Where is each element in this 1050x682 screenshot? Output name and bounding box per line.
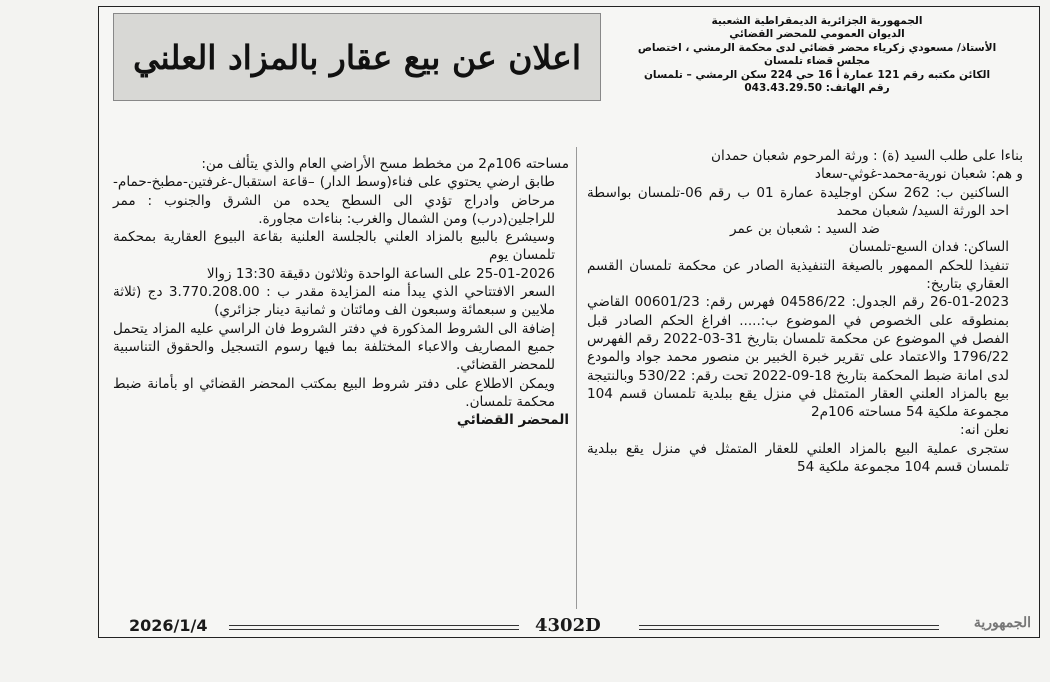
paragraph: و هم: شعبان نورية-محمد-غوثي-سعاد [814, 166, 1023, 183]
issue-date: 2026/1/4 [129, 616, 208, 635]
paragraph: 25-01-2026 على الساعة الواحدة وثلاثون دقيقة 13:30 زوالا [206, 265, 555, 282]
newspaper-brand: الجمهورية [973, 615, 1031, 631]
header-line: الأستاذ/ مسعودي زكرياء محضر قضائي لدى محكمة الرمشي ، اختصاص [637, 41, 997, 54]
paragraph: طابق ارضي يحتوي على فناء(وسط الدار) –قاعة استقبال-غرفتين-مطبخ-حمام-مرحاض وادراج تؤدي الى السطح يحده من الشرق والجنوب : ممر للراجلين(درب) ومن الشمال والغرب: بناءات مجاورة. [113, 174, 555, 227]
paragraph: الساكنين ب: 262 سكن اوجليدة عمارة 01 ب رقم 06-تلمسان بواسطة احد الورثة السيد/ شعبان محمد [587, 184, 1009, 219]
header-line: الجمهورية الجزائرية الديمقراطية الشعبية [711, 15, 923, 27]
right-column [587, 147, 1023, 476]
headline-box [113, 13, 601, 101]
header-line: رقم الهاتف: 043.43.29.50 [744, 82, 890, 95]
paragraph: السعر الافتتاحي الذي يبدأ منه المزايدة مقدر ب : 3.770.208.00 دج (ثلاثة ملايين و سبعمائة وسبعون الف ومائتان و ثمانية دينار جزائري) [113, 284, 555, 319]
paragraph: وسيشرع بالبيع بالمزاد العلني بالجلسة العلنية بقاعة البيوع العقارية بمحكمة تلمسان يوم [113, 229, 555, 264]
column-divider [576, 147, 577, 609]
footer-rule-left [229, 625, 519, 630]
paragraph: ضد السيد : شعبان بن عمر [730, 221, 880, 238]
paragraph: تنفيذا للحكم الممهور بالصيغة التنفيذية الصادر عن محكمة تلمسان القسم العقاري بتاريخ: [587, 257, 1009, 293]
paragraph: بناءا على طلب السيد (ة) : ورثة المرحوم شعبان حمدان [711, 148, 1023, 164]
paragraph: ستجرى عملية البيع بالمزاد العلني للعقار المتمثل في منزل يقع ببلدية تلمسان قسم 104 مجموعة ملكية 54 [587, 440, 1009, 476]
paragraph: 26-01-2023 رقم الجدول: 04586/22 فهرس رقم: 00601/23 القاضي بمنطوقه على الخصوص في الموضوع ب:..... افراغ الحكم الصادر قبل الفصل في الموضوع عن محكمة تلمسان بتاريخ 31-03-2022 رقم الفهرس 1796/22 والاعتماد على تقرير خبرة الخبير بن منصور محمد جواد والمودع لدى امانة ضبط المحكمة بتاريخ 18-09-2022 تحت رقم: 530/22 وبالنتيجة بيع بالمزاد العلني العقار المتمثل في منزل يقع ببلدية تلمسان قسم 104 مجموعة ملكية 54 مساحته 106م2 [587, 294, 1010, 421]
left-column [113, 155, 569, 429]
header-line: الديوان العمومي للمحضر القضائي [729, 28, 905, 41]
paragraph: ويمكن الاطلاع على دفتر شروط البيع بمكتب المحضر القضائي او بأمانة ضبط محكمة تلمسان. [113, 375, 555, 410]
paragraph: مساحته 106م2 من مخطط مسح الأراضي العام والذي يتألف من: [201, 156, 569, 172]
footer-rule-right [639, 625, 939, 630]
footer-bar [99, 615, 1039, 637]
paragraph: نعلن انه: [960, 422, 1009, 439]
issue-reference: 4302D [535, 615, 601, 636]
paragraph: إضافة الى الشروط المذكورة في دفتر الشروط فان الراسي عليه المزاد يتحمل جميع المصاريف والاعباء المختلفة بما فيها رسوم التسجيل والحقوق التناسبية للمحضر القضائي. [113, 320, 555, 374]
header-line: مجلس قضاء تلمسان [764, 55, 870, 68]
signature: المحضر القضائي [456, 412, 569, 429]
announcement-frame [98, 6, 1040, 638]
header-line: الكائن مكتبه رقم 121 عمارة أ 16 حي 224 سكن الرمشي – تلمسان [643, 68, 991, 81]
paragraph: الساكن: فدان السبع-تلمسان [848, 239, 1009, 256]
issuer-header [617, 15, 1017, 95]
headline: اعلان عن بيع عقار بالمزاد العلني [132, 37, 582, 77]
